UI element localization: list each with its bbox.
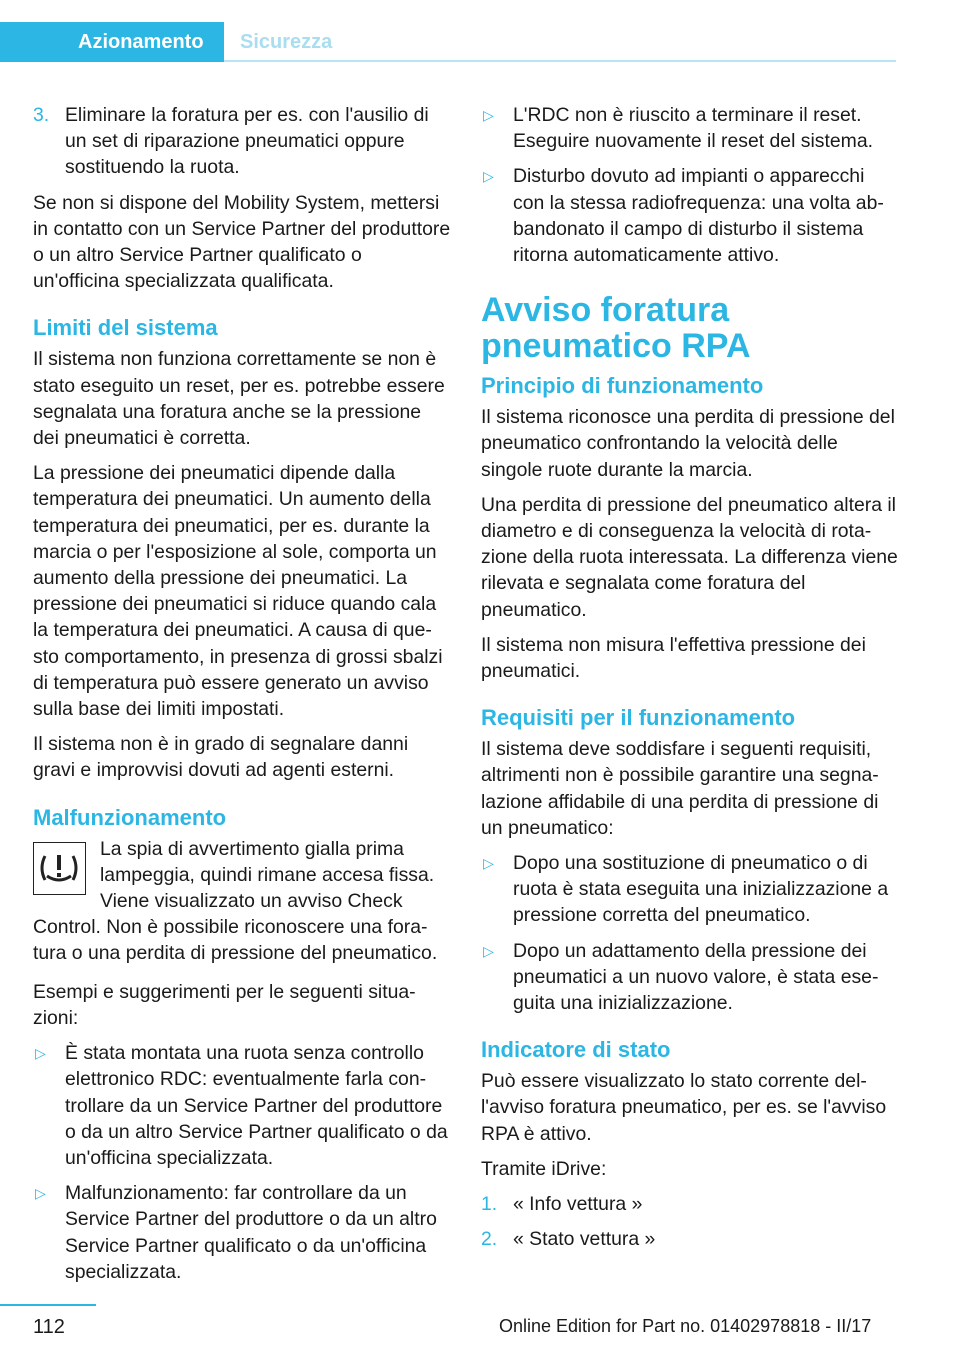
item-number: 3. bbox=[33, 104, 50, 126]
paragraph: La pressione dei pneumatici dipende dalla temperatura dei pneumatici. Un aumento della temperatura dei pneumatici, per es. durante la marcia o per l'esposizione al sole, comporta un aumento della pressione dei pneumatici. La pressione dei pneumatici si riduce quando cala la temperatura dei pneumatici. A causa di questo comportamento, in presenza di grossi sbalzi di temperatura può essere generato un avviso sulla base dei limiti impostati. bbox=[33, 462, 443, 721]
paragraph: Può essere visualizzato lo stato corrente dell'avviso foratura pneumatico, per es. se l'avviso RPA è attivo. bbox=[481, 1070, 887, 1145]
list-item-text: Dopo una sostituzione di pneumatico o di ruota è stata eseguita una inizializzazione a pressione corretta del pneumatico. bbox=[513, 852, 889, 927]
paragraph: Il sistema deve soddisfare i seguenti requisiti, altrimenti non è possibile garantire una segnalazione affidabile di una perdita di pressione di un pneumatico: bbox=[481, 738, 879, 839]
list-item-text: Dopo un adattamento della pressione dei pneumatici a un nuovo valore, è stata eseguita una inizializzazione. bbox=[513, 939, 879, 1015]
menu-path-info-vettura: « Info vettura » bbox=[513, 1193, 643, 1216]
tire-pressure-warning-icon bbox=[33, 842, 86, 895]
list-item bbox=[481, 850, 899, 929]
bullet-icon: ▷ bbox=[483, 168, 494, 185]
paragraph: Il sistema non misura l'effettiva pressione dei pneumatici. bbox=[481, 633, 866, 683]
numbered-item bbox=[481, 1191, 899, 1217]
warning-block bbox=[33, 836, 451, 967]
paragraph: Esempi e suggerimenti per le seguenti situazioni: bbox=[33, 980, 416, 1029]
list-item bbox=[33, 1180, 451, 1285]
list-item-text: È stata montata una ruota senza controllo elettronico RDC: eventualmente farla controllare da un Service Partner del produttore o da un altro Service Partner qualificato o da un'officina specializzata. bbox=[65, 1042, 448, 1169]
paragraph: Il sistema non è in grado di segnalare danni gravi e improvvisi dovuti ad agenti esterni. bbox=[33, 733, 409, 782]
section-tab-sicurezza[interactable]: Sicurezza bbox=[240, 31, 333, 53]
heading-avviso-foratura-rpa: Avviso foratura pneumatico RPA bbox=[481, 291, 751, 366]
section-tab-azionamento[interactable]: Azionamento bbox=[0, 22, 224, 62]
menu-path-stato-vettura: « Stato vettura » bbox=[513, 1228, 656, 1251]
right-column bbox=[481, 102, 899, 1262]
list-item bbox=[481, 938, 899, 1017]
bullet-icon: ▷ bbox=[483, 855, 494, 872]
list-item-text: Disturbo dovuto ad impianti o apparecchi con la stessa radiofrequenza: una volta abbandonato il campo di disturbo il sistema ritorna automaticamente attivo. bbox=[513, 165, 884, 267]
page-header bbox=[0, 22, 960, 62]
heading-indicatore-stato: Indicatore di stato bbox=[481, 1037, 671, 1063]
heading-limiti-sistema: Limiti del sistema bbox=[33, 315, 218, 341]
footer-divider bbox=[0, 1304, 96, 1306]
paragraph: Il sistema riconosce una perdita di pressione del pneumatico confrontando la velocità delle singole ruote durante la marcia. bbox=[481, 406, 895, 481]
list-item bbox=[481, 102, 899, 154]
paragraph: Una perdita di pressione del pneumatico altera il diametro e di conseguenza la velocità di rotazione della ruota interessata. La differenza viene rilevata e segnalata come foratura del pneumatico. bbox=[481, 493, 898, 621]
heading-principio-funzionamento: Principio di funzionamento bbox=[481, 373, 764, 399]
heading-malfunzionamento: Malfunzionamento bbox=[33, 804, 227, 830]
bullet-icon: ▷ bbox=[35, 1185, 46, 1202]
page-number: 112 bbox=[33, 1316, 65, 1338]
bullet-icon: ▷ bbox=[483, 942, 494, 959]
warning-text: La spia di avvertimento gialla prima lampeggia, quindi rimane accesa fissa. Viene visualizzato un avviso Check Control. Non è possibile riconoscere una foratura o una perdita di pressione del pneumatico. bbox=[33, 837, 438, 965]
bullet-icon: ▷ bbox=[35, 1045, 46, 1062]
list-item-text: Malfunzionamento: far controllare da un Service Partner del produttore o da un altro Service Partner qualificato o da un'officina specializzata. bbox=[65, 1182, 437, 1283]
numbered-item bbox=[33, 102, 451, 181]
heading-requisiti-funzionamento: Requisiti per il funzionamento bbox=[481, 705, 796, 731]
bullet-icon: ▷ bbox=[483, 107, 494, 123]
item-number: 2. bbox=[481, 1228, 498, 1251]
numbered-item bbox=[481, 1226, 899, 1252]
paragraph: Tramite iDrive: bbox=[481, 1157, 607, 1180]
left-column bbox=[33, 102, 451, 1294]
paragraph: Se non si dispone del Mobility System, mettersi in contatto con un Service Partner del produttore o un altro Service Partner qualificato o un'officina specializzata qualificata. bbox=[33, 191, 451, 293]
paragraph: Il sistema non funziona correttamente se non è stato eseguito un reset, per es. potrebbe essere segnalata una foratura anche se la pressione dei pneumatici è corretta. bbox=[33, 348, 445, 450]
item-number: 1. bbox=[481, 1193, 498, 1216]
list-item bbox=[33, 1040, 451, 1171]
item-text: Eliminare la foratura per es. con l'ausilio di un set di riparazione pneumatici oppure sostituendo la ruota. bbox=[65, 104, 429, 179]
list-item-text: L'RDC non è riuscito a terminare il reset. Eseguire nuovamente il reset del sistema. bbox=[513, 104, 873, 153]
list-item bbox=[481, 163, 899, 268]
edition-note: Online Edition for Part no. 01402978818 - II/17 bbox=[499, 1316, 872, 1336]
header-divider bbox=[224, 60, 896, 62]
